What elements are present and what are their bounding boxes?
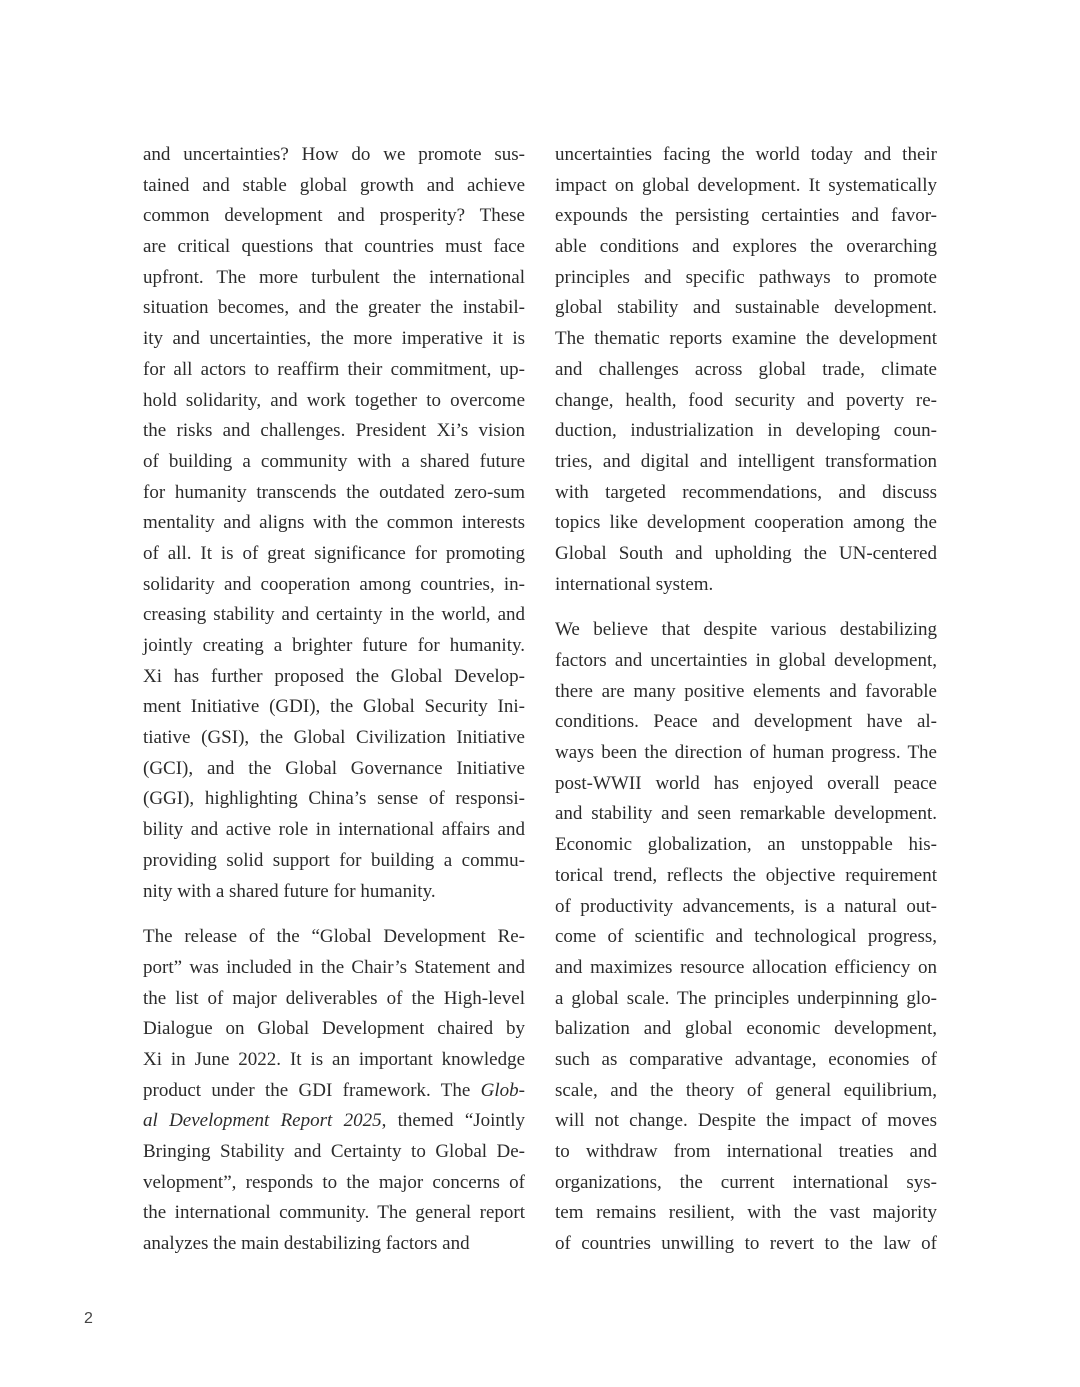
text-line: international system. (555, 573, 714, 595)
text-line: global stability and sustainable development. (555, 297, 937, 319)
text-line: mentality and aligns with the common interests (143, 512, 525, 534)
text-line: organizations, the current international sys- (555, 1171, 937, 1193)
text-line: the international community. The general report (143, 1202, 525, 1224)
text-line: of building a community with a shared future (143, 450, 525, 472)
text-line: duction, industrialization in developing coun- (555, 420, 937, 442)
text-line: uncertainties facing the world today and their (555, 144, 937, 165)
text-line: with targeted recommendations, and discuss (555, 481, 937, 503)
text-line: analyzes the main destabilizing factors and (143, 1233, 470, 1255)
text-line: able conditions and explores the overarching (555, 236, 937, 258)
paragraph (555, 140, 937, 600)
text-line: ity and uncertainties, the more imperative it is (143, 328, 525, 350)
text-line: conditions. Peace and development have al- (555, 711, 937, 733)
paragraph (555, 615, 937, 1259)
text-line: product under the GDI framework. The Glob- (143, 1079, 525, 1101)
text-line: jointly creating a brighter future for humanity. (143, 635, 525, 656)
text-line: bility and active role in international affairs and (143, 819, 525, 841)
text-line: such as comparative advantage, economies of (555, 1048, 937, 1070)
text-line: tem remains resilient, with the vast majority (555, 1202, 937, 1224)
text-line: Xi has further proposed the Global Develop- (143, 665, 525, 687)
paragraph (143, 922, 525, 1260)
text-line: We believe that despite various destabilizing (555, 619, 937, 641)
text-line: (GGI), highlighting China’s sense of responsi- (143, 788, 525, 810)
text-line: hold solidarity, and work together to overcome (143, 389, 525, 411)
text-line: The release of the “Global Development Re- (143, 926, 525, 948)
text-line: ways been the direction of human progress. The (555, 742, 937, 764)
text-line: will not change. Despite the impact of moves (555, 1110, 937, 1132)
text-line: Economic globalization, an unstoppable his- (555, 834, 937, 856)
text-line: the list of major deliverables of the High-level (143, 987, 525, 1009)
text-line: tained and stable global growth and achieve (143, 174, 525, 196)
text-line: and uncertainties? How do we promote sus- (143, 144, 525, 165)
text-line: impact on global development. It systematically (555, 174, 937, 196)
text-line: topics like development cooperation among the (555, 512, 937, 534)
text-line: of productivity advancements, is a natural out- (555, 895, 937, 917)
text-line: come of scientific and technological progress, (555, 926, 937, 948)
text-line: (GCI), and the Global Governance Initiative (143, 757, 525, 779)
text-line: expounds the persisting certainties and favor- (555, 205, 937, 227)
text-line: to withdraw from international treaties and (555, 1141, 937, 1162)
text-line: and maximizes resource allocation efficiency on (555, 956, 937, 978)
text-line: Global South and upholding the UN-centered (555, 542, 937, 564)
text-line: velopment”, responds to the major concerns of (143, 1171, 525, 1193)
text-line: al Development Report 2025, themed “Jointly (143, 1110, 525, 1132)
text-line: ment Initiative (GDI), the Global Security Ini- (143, 696, 525, 718)
text-line: post-WWII world has enjoyed overall peace (555, 772, 937, 794)
text-line: tries, and digital and intelligent transformation (555, 450, 937, 472)
text-line: upfront. The more turbulent the international (143, 266, 525, 288)
text-line: providing solid support for building a commu- (143, 849, 525, 871)
text-line: torical trend, reflects the objective requirement (555, 864, 937, 886)
text-line: creasing stability and certainty in the world, and (143, 604, 525, 626)
text-line: a global scale. The principles underpinning glo- (555, 987, 937, 1009)
text-line: there are many positive elements and favorable (555, 680, 937, 702)
text-line: nity with a shared future for humanity. (143, 880, 436, 902)
text-line: balization and global economic development, (555, 1018, 937, 1040)
text-line: Xi in June 2022. It is an important knowledge (143, 1048, 525, 1070)
text-line: of all. It is of great significance for promoting (143, 542, 525, 564)
page-number: 2 (84, 1310, 93, 1327)
text-line: port” was included in the Chair’s Statement and (143, 956, 525, 978)
text-line: are critical questions that countries must face (143, 236, 525, 258)
text-line: for all actors to reaffirm their commitment, up- (143, 358, 525, 380)
text-line: tiative (GSI), the Global Civilization Initiative (143, 727, 525, 749)
text-line: and stability and seen remarkable development. (555, 803, 937, 825)
text-line: principles and specific pathways to promote (555, 266, 937, 288)
text-line: situation becomes, and the greater the instabil- (143, 297, 525, 319)
text-line: for humanity transcends the outdated zero-sum (143, 481, 525, 503)
text-line: factors and uncertainties in global development, (555, 650, 937, 671)
text-line: Bringing Stability and Certainty to Global De- (143, 1141, 525, 1162)
text-line: solidarity and cooperation among countries, in- (143, 573, 525, 595)
text-line: and challenges across global trade, climate (555, 358, 937, 380)
paragraph (143, 140, 525, 907)
italic-title: al Development Report 2025 (143, 1110, 382, 1132)
text-line: the risks and challenges. President Xi’s vision (143, 420, 525, 442)
text-line: Dialogue on Global Development chaired by (143, 1018, 525, 1040)
text-line: The thematic reports examine the development (555, 328, 937, 350)
italic-title: Glob- (480, 1079, 525, 1101)
right-column (555, 140, 937, 1260)
text-line: change, health, food security and poverty re- (555, 389, 937, 411)
left-column (143, 140, 525, 1260)
text-line: of countries unwilling to revert to the law of (555, 1233, 937, 1255)
text-line: scale, and the theory of general equilibrium, (555, 1079, 937, 1101)
text-line: common development and prosperity? These (143, 205, 525, 227)
